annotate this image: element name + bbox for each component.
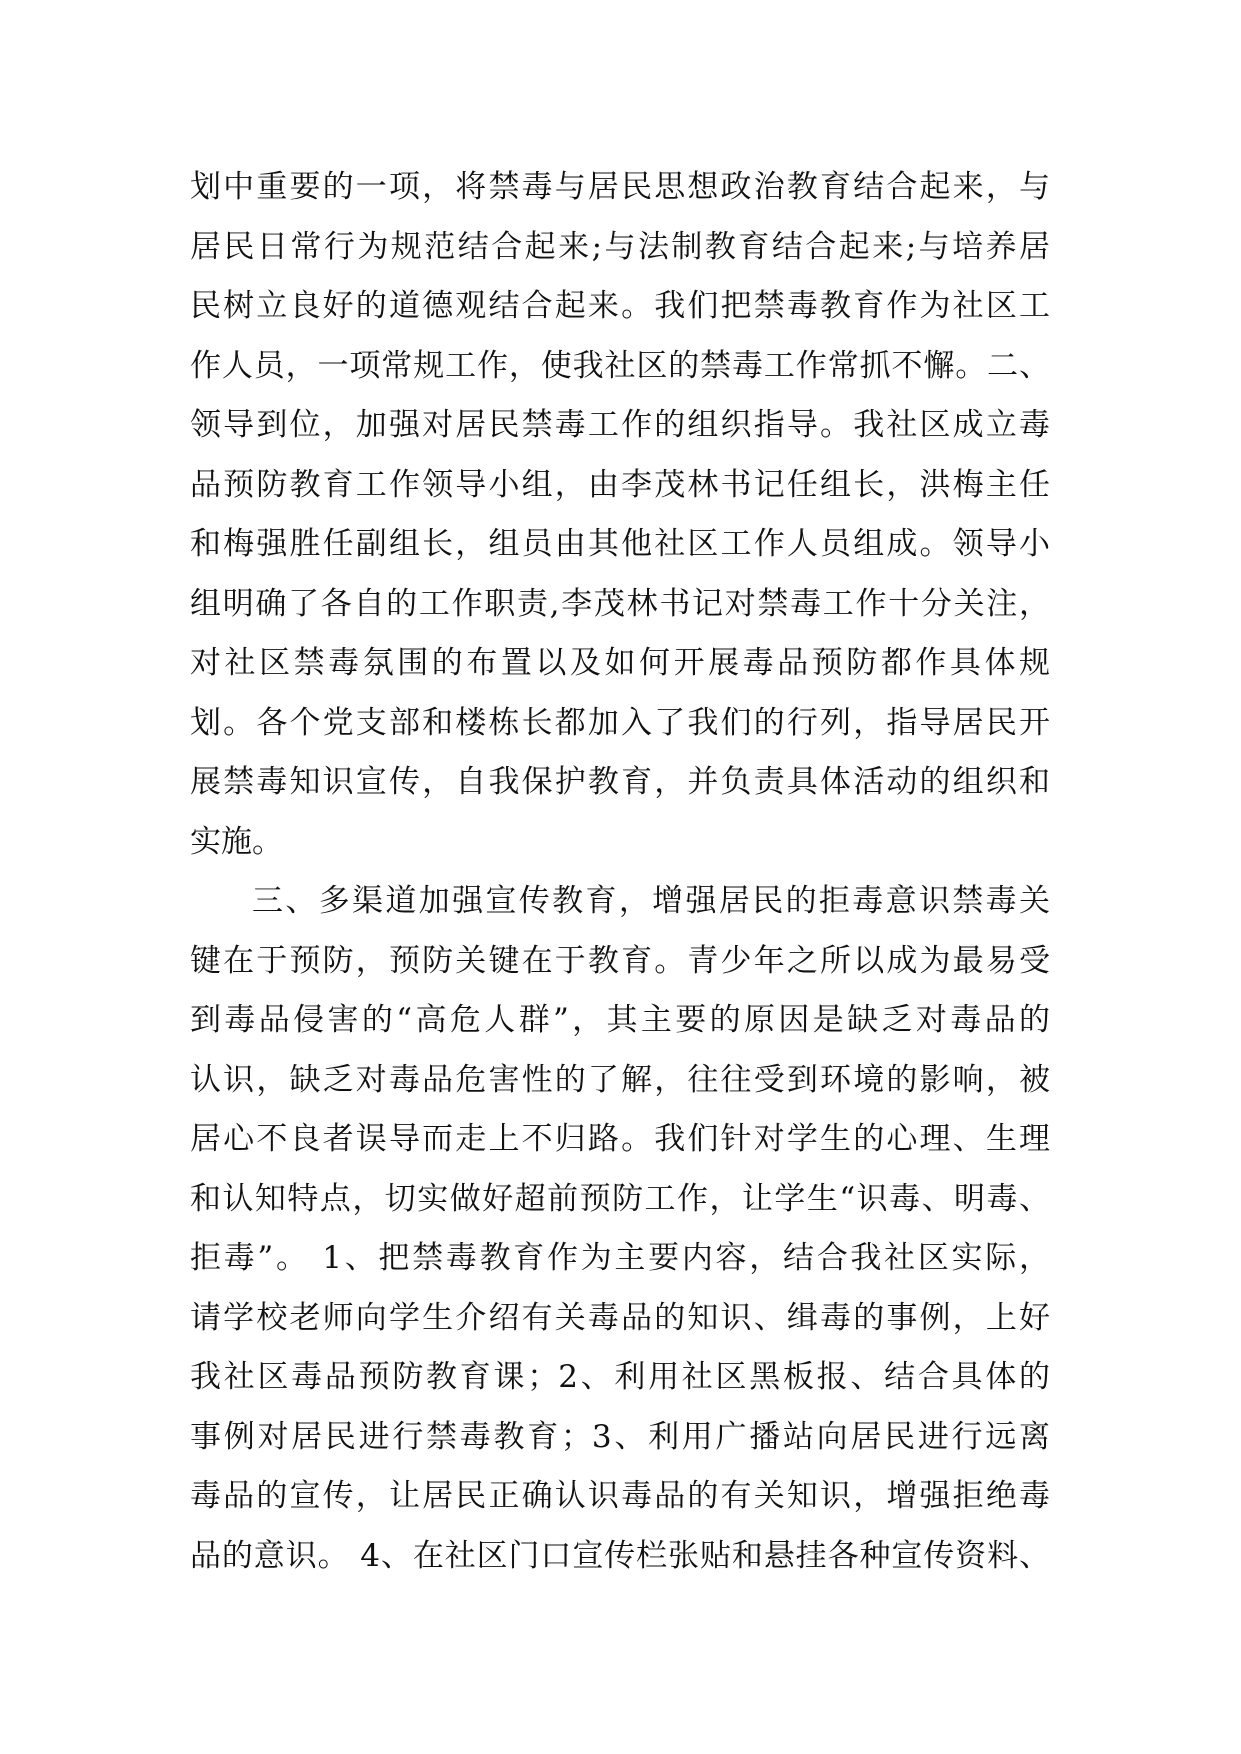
text-line: 展禁毒知识宣传，自我保护教育，并负责具体活动的组织和 [190, 764, 1050, 800]
paragraph-start-line: 三、多渠道加强宣传教育，增强居民的拒毒意识禁毒关 [252, 883, 1050, 919]
text-line: 划。各个党支部和楼栋长都加入了我们的行列，指导居民开 [190, 704, 1050, 741]
text-line: 居民日常行为规范结合起来;与法制教育结合起来;与培养居 [190, 228, 1050, 265]
text-line: 居心不良者误导而走上不归路。我们针对学生的心理、生理 [190, 1121, 1050, 1157]
text-line: 对社区禁毒氛围的布置以及如何开展毒品预防都作具体规 [190, 645, 1050, 681]
text-line: 划中重要的一项，将禁毒与居民思想政治教育结合起来，与 [190, 169, 1050, 205]
text-line: 认识，缺乏对毒品危害性的了解，往往受到环境的影响，被 [190, 1061, 1050, 1098]
paragraph-end-line: 实施。 [190, 823, 283, 860]
text-line: 我社区毒品预防教育课；2、利用社区黑板报、结合具体的 [190, 1359, 1050, 1395]
text-line: 组明确了各自的工作职责,李茂林书记对禁毒工作十分关注， [190, 585, 1050, 622]
text-line: 和梅强胜任副组长，组员由其他社区工作人员组成。领导小 [190, 526, 1050, 562]
text-line: 民树立良好的道德观结合起来。我们把禁毒教育作为社区工 [190, 288, 1050, 324]
text-line: 品预防教育工作领导小组，由李茂林书记任组长，洪梅主任 [190, 466, 1050, 503]
text-line: 品的意识。 4、在社区门口宣传栏张贴和悬挂各种宣传资料、 [190, 1537, 1050, 1574]
text-line: 事例对居民进行禁毒教育；3、利用广播站向居民进行远离 [190, 1418, 1050, 1455]
text-line: 领导到位，加强对居民禁毒工作的组织指导。我社区成立毒 [190, 407, 1050, 443]
body-text [190, 158, 1050, 1586]
text-line: 拒毒”。 1、把禁毒教育作为主要内容，结合我社区实际， [190, 1240, 1050, 1276]
text-line: 请学校老师向学生介绍有关毒品的知识、缉毒的事例，上好 [190, 1299, 1050, 1336]
text-line: 和认知特点，切实做好超前预防工作，让学生“识毒、明毒、 [190, 1180, 1050, 1217]
text-line: 键在于预防，预防关键在于教育。青少年之所以成为最易受 [190, 942, 1050, 979]
text-line: 作人员，一项常规工作，使我社区的禁毒工作常抓不懈。二、 [190, 347, 1050, 384]
text-line: 毒品的宣传，让居民正确认识毒品的有关知识，增强拒绝毒 [190, 1478, 1050, 1514]
text-line: 到毒品侵害的“高危人群”，其主要的原因是缺乏对毒品的 [190, 1002, 1050, 1038]
